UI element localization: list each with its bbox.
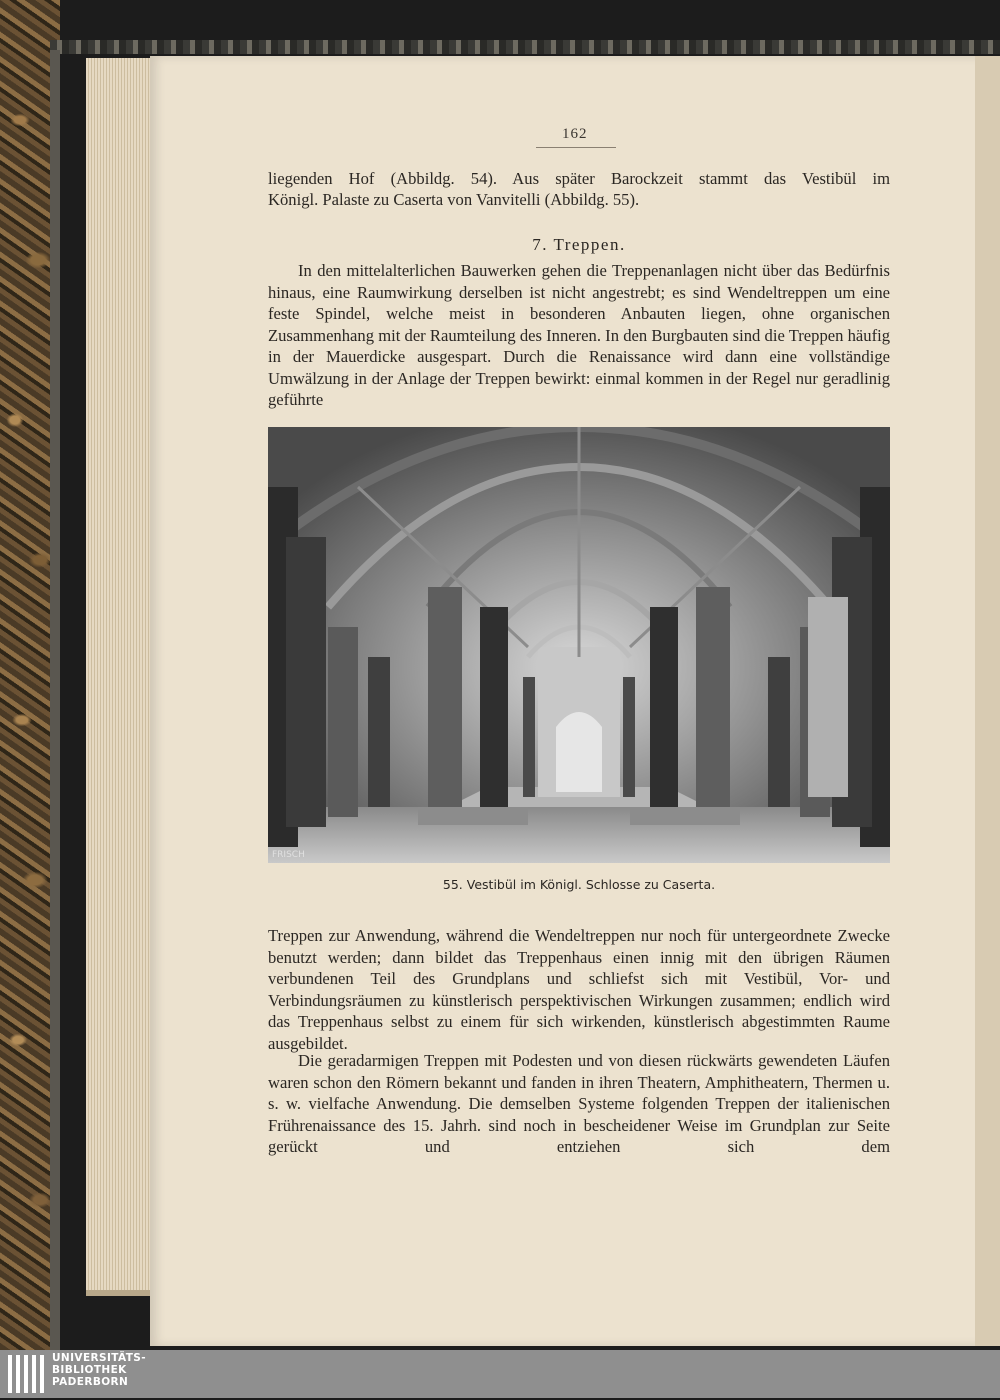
paragraph-3: Die geradarmigen Treppen mit Podesten und von diesen rückwärts gewendeten Läufen waren schon den Römern bekannt und fanden in ihren Theatern, Amphitheatern, Thermen u. s. w. vielfache Anwendung. Die demselben Systeme folgenden Treppen der italienischen Frührenaissance des 15. Jahrh. sind noch in bescheidener Weise im Grundplan zur Seite gerückt und entziehen sich dem <box>268 1051 890 1156</box>
book-spine <box>50 50 60 1350</box>
intro-line-2: Königl. Palaste zu Caserta von Vanvitelli (Abbildg. 55). <box>268 190 640 209</box>
paragraph-2: Treppen zur Anwendung, während die Wendeltreppen nur noch für untergeordnete Zwecke benutzt werden; dann bildet das Treppenhaus einen innig mit den übrigen Räumen verbundenen Teil des Grundplans und schliefst sich mit Vestibül, Vor- und Verbindungsräumen zu künstlerisch perspektivischen Wirkungen zusammen; endlich wird das Treppenhaus selbst zu einem für sich wirkenden, künstlerisch abgestimmten Raume ausgebildet. <box>268 926 890 1053</box>
page-number-rule <box>536 147 616 148</box>
book-cover-top-edge <box>50 40 1000 54</box>
library-footer-bar <box>0 1350 1000 1398</box>
page-number: 162 <box>562 126 588 142</box>
figure-vestibule-photo <box>268 427 890 863</box>
section-heading: 7. Treppen. <box>532 235 626 254</box>
vestibule-engraving <box>268 427 890 863</box>
intro-line-1: liegenden Hof (Abbildg. 54). Aus später Barockzeit stammt das Vestibül im <box>268 169 890 188</box>
facing-page-edge <box>975 56 1000 1346</box>
library-name-line-3: PADERBORN <box>52 1376 129 1388</box>
library-logo-icon <box>6 1353 46 1395</box>
page-block-bottom <box>86 1290 152 1296</box>
library-name-line-2: BIBLIOTHEK <box>52 1364 127 1376</box>
library-name-line-1: UNIVERSITÄTS- <box>52 1352 147 1364</box>
page-block-edges <box>86 58 152 1290</box>
paragraph-1: In den mittelalterlichen Bauwerken gehen die Treppenanlagen nicht über das Bedürfnis hinaus, eine Raumwirkung derselben ist nicht angestrebt; es sind Wendeltreppen um eine feste Spindel, welche meist in besonderen Anbauten liegen, ohne organischen Zusammenhang mit der Raumteilung des Inneren. In den Burgbauten sind die Treppen häufig in der Mauerdicke ausgespart. Durch die Renaissance wird dann eine vollständige Umwälzung in der Anlage der Treppen bewirkt: einmal kommen in der Regel nur geradlinig geführte <box>268 261 890 409</box>
figure-caption: 55. Vestibül im Königl. Schlosse zu Caserta. <box>442 877 716 892</box>
engraver-signature: FRISCH <box>272 850 305 860</box>
library-name <box>52 1352 146 1388</box>
